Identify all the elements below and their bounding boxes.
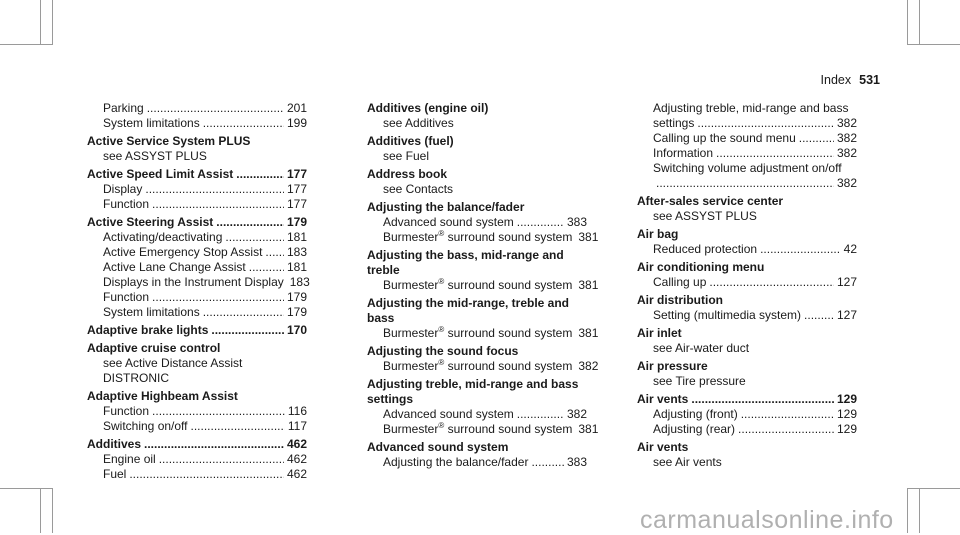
leader-dots <box>691 392 834 407</box>
leader-dots <box>517 215 564 230</box>
index-subentry <box>637 146 857 161</box>
entry-text: Air vents <box>637 392 689 406</box>
registered-mark: ® <box>438 358 445 367</box>
brand-name: Burmester <box>383 326 439 340</box>
entry-text: Adjusting treble, mid-range and bass <box>367 377 579 391</box>
index-subentry <box>637 161 857 176</box>
page-ref: 382 <box>836 176 857 190</box>
entry-text: Setting (multimedia system) <box>653 308 802 322</box>
entry-text: see ASSYST PLUS <box>103 149 207 163</box>
index-subentry <box>87 356 307 386</box>
header-label: Index <box>820 73 852 87</box>
index-entry-heading <box>87 134 307 149</box>
leader-dots <box>144 437 284 452</box>
entry-text: After-sales service center <box>637 194 784 208</box>
entry-text: Adaptive Highbeam Assist <box>87 389 238 403</box>
entry-text: Adjusting (front) <box>653 407 738 421</box>
page-ref: 462 <box>286 437 307 451</box>
index-subentry <box>87 467 307 482</box>
index-entry-heading <box>87 341 307 356</box>
page-ref: 382 <box>836 116 857 130</box>
leader-dots <box>716 146 834 161</box>
index-subentry <box>637 209 857 224</box>
entry-text: bass <box>367 311 395 325</box>
page-ref: 170 <box>286 323 307 337</box>
index-subentry <box>87 404 307 419</box>
entry-text: Adjusting the mid-range, treble and <box>367 296 570 310</box>
index-entry-heading <box>367 248 587 263</box>
index-subentry <box>87 305 307 320</box>
brand-name: Burmester <box>383 278 439 292</box>
leader-dots <box>249 260 284 275</box>
crop-mark <box>907 0 908 45</box>
leader-dots <box>760 242 841 257</box>
entry-text: Active Emergency Stop Assist <box>103 245 263 259</box>
leader-dots <box>203 305 284 320</box>
leader-dots <box>152 404 285 419</box>
crop-mark <box>0 44 53 45</box>
page-ref: 179 <box>286 305 307 319</box>
entry-label: surround sound system <box>447 359 573 373</box>
leader-dots <box>225 230 284 245</box>
entry-text: Adjusting the balance/fader <box>367 200 525 214</box>
entry-text: Switching volume adjustment on/off <box>653 161 842 175</box>
entry-text: Adjusting the bass, mid-range and <box>367 248 564 262</box>
entry-text: Fuel <box>103 467 127 481</box>
index-subentry <box>87 197 307 212</box>
page-ref: 116 <box>287 404 307 418</box>
brand-name: Burmester <box>383 422 439 436</box>
page-ref: 129 <box>836 407 857 421</box>
leader-dots <box>531 455 564 470</box>
index-subentry <box>367 421 599 437</box>
index-entry-heading <box>637 293 857 308</box>
entry-text <box>383 230 572 245</box>
entry-text: Additives (fuel) <box>367 134 454 148</box>
index-subentry <box>87 245 307 260</box>
entry-text: Active Lane Change Assist <box>103 260 246 274</box>
index-subentry <box>87 419 307 434</box>
leader-dots <box>152 197 284 212</box>
index-entry-heading <box>637 260 857 275</box>
entry-text: Adjusting treble, mid-range and bass <box>653 101 849 115</box>
entry-text: Advanced sound system <box>383 215 514 229</box>
page-ref: 382 <box>836 131 857 145</box>
entry-text <box>383 278 572 293</box>
index-subentry <box>87 275 310 290</box>
index-entry-heading <box>367 392 587 407</box>
leader-dots <box>804 308 834 323</box>
registered-mark: ® <box>438 229 445 238</box>
entry-text: System limitations <box>103 305 200 319</box>
entry-label: surround sound system <box>447 278 573 292</box>
page-ref: 382 <box>566 407 587 421</box>
index-entry-heading <box>637 326 857 341</box>
index-entry-heading <box>87 215 307 230</box>
page-ref: 129 <box>836 422 857 436</box>
entry-label: surround sound system <box>447 422 573 436</box>
entry-text: Active Speed Limit Assist <box>87 167 234 181</box>
registered-mark: ® <box>438 325 445 334</box>
index-entry-heading <box>637 440 857 455</box>
index-column-3 <box>637 101 857 470</box>
page-ref: 129 <box>836 392 857 406</box>
crop-mark <box>52 488 53 533</box>
page-ref: 381 <box>578 230 599 244</box>
page-ref: 201 <box>286 101 307 115</box>
entry-text: Air vents <box>637 440 689 454</box>
crop-mark <box>919 488 920 533</box>
entry-text <box>383 359 572 374</box>
entry-text: Address book <box>367 167 448 181</box>
entry-text: see Additives <box>383 116 454 130</box>
index-subentry <box>637 101 857 116</box>
page-ref: 117 <box>287 419 307 433</box>
page-ref: 127 <box>836 308 857 322</box>
brand-name: Burmester <box>383 359 439 373</box>
index-subentry <box>637 308 857 323</box>
page-ref: 177 <box>286 182 307 196</box>
leader-dots <box>517 407 564 422</box>
index-entry-heading <box>367 377 587 392</box>
entry-text: System limitations <box>103 116 200 130</box>
index-entry-heading <box>637 392 857 407</box>
page-ref: 179 <box>286 215 307 229</box>
page-ref: 462 <box>286 467 307 481</box>
leader-dots <box>265 245 284 260</box>
entry-text: Function <box>103 290 150 304</box>
page-ref: 382 <box>836 146 857 160</box>
index-subentry <box>637 242 857 257</box>
index-entry-heading <box>367 167 587 182</box>
page-ref: 383 <box>566 215 587 229</box>
index-subentry <box>367 455 587 470</box>
page-ref: 183 <box>289 275 310 289</box>
page-number: 531 <box>859 73 880 87</box>
watermark: carmanualsonline.info <box>640 506 894 534</box>
entry-text: Calling up <box>653 275 707 289</box>
leader-dots <box>191 419 285 434</box>
registered-mark: ® <box>438 277 445 286</box>
index-subentry <box>637 422 857 437</box>
entry-text: Active Service System PLUS <box>87 134 251 148</box>
leader-dots <box>152 290 284 305</box>
entry-text: Activating/deactivating <box>103 230 223 244</box>
leader-dots <box>211 323 284 338</box>
crop-mark <box>907 488 960 489</box>
leader-dots <box>799 131 834 146</box>
entry-text: Active Steering Assist <box>87 215 214 229</box>
page-ref: 181 <box>286 260 307 274</box>
leader-dots <box>741 407 834 422</box>
index-subentry <box>637 116 857 131</box>
crop-mark <box>40 0 41 45</box>
leader-dots <box>145 182 284 197</box>
entry-text: Adjusting (rear) <box>653 422 736 436</box>
leader-dots <box>656 176 834 191</box>
entry-text: see Air-water duct <box>653 341 750 355</box>
brand-name: Burmester <box>383 230 439 244</box>
page-ref: 177 <box>286 167 307 181</box>
page-ref: 381 <box>578 326 599 340</box>
index-subentry <box>87 101 307 116</box>
index-subentry <box>87 182 307 197</box>
page-ref: 383 <box>566 455 587 469</box>
entry-text: Function <box>103 197 150 211</box>
index-subentry <box>367 358 599 374</box>
entry-text: settings <box>367 392 414 406</box>
index-entry-heading <box>367 311 587 326</box>
entry-text: Air distribution <box>637 293 723 307</box>
registered-mark: ® <box>438 421 445 430</box>
page-ref: 462 <box>286 452 307 466</box>
page-ref: 179 <box>286 290 307 304</box>
index-column-2 <box>367 101 599 470</box>
entry-text: Switching on/off <box>103 419 188 433</box>
crop-mark <box>52 0 53 45</box>
entry-text: Air pressure <box>637 359 708 373</box>
entry-text: Function <box>103 404 150 418</box>
index-entry-heading <box>367 101 587 116</box>
crop-mark <box>40 488 41 533</box>
index-subentry <box>367 229 599 245</box>
index-entry-heading <box>367 344 587 359</box>
entry-text: Display <box>103 182 143 196</box>
index-subentry <box>87 116 307 131</box>
index-subentry <box>367 325 599 341</box>
index-subentry <box>87 260 307 275</box>
entry-text: Displays in the Instrument Display <box>103 275 284 289</box>
page-ref: 127 <box>836 275 857 289</box>
crop-mark <box>0 488 53 489</box>
leader-dots <box>709 275 834 290</box>
index-entry-heading <box>637 227 857 242</box>
entry-text: see ASSYST PLUS <box>653 209 757 223</box>
index-entry-heading <box>367 440 587 455</box>
page-ref: 199 <box>286 116 307 130</box>
entry-text <box>383 422 572 437</box>
page-ref: 42 <box>843 242 857 256</box>
entry-text: see Active Distance Assist DISTRONIC <box>103 356 243 385</box>
leader-dots <box>203 116 284 131</box>
entry-text: Additives <box>87 437 142 451</box>
index-entry-heading <box>367 296 587 311</box>
page-ref: 183 <box>286 245 307 259</box>
index-entry-heading <box>87 167 307 182</box>
entry-text: see Contacts <box>383 182 454 196</box>
crop-mark <box>907 44 960 45</box>
page-ref: 381 <box>578 422 599 436</box>
leader-dots <box>236 167 284 182</box>
entry-text: treble <box>367 263 400 277</box>
index-subentry <box>367 277 599 293</box>
entry-text: see Fuel <box>383 149 430 163</box>
index-subentry <box>637 374 857 389</box>
index-subentry <box>87 230 307 245</box>
leader-dots <box>697 116 834 131</box>
page-ref: 382 <box>578 359 599 373</box>
index-subentry <box>637 275 857 290</box>
entry-text: Reduced protection <box>653 242 758 256</box>
index-subentry <box>637 131 857 146</box>
index-subentry <box>367 215 587 230</box>
entry-text: Adaptive cruise control <box>87 341 221 355</box>
index-subentry <box>637 341 857 356</box>
page-ref: 181 <box>286 230 307 244</box>
entry-text: settings <box>653 116 695 130</box>
entry-label: surround sound system <box>447 230 573 244</box>
index-subentry <box>87 452 307 467</box>
entry-text: see Tire pressure <box>653 374 746 388</box>
index-subentry <box>87 149 307 164</box>
entry-text: Calling up the sound menu <box>653 131 796 145</box>
leader-dots <box>129 467 284 482</box>
index-subentry <box>637 455 857 470</box>
entry-text: Air bag <box>637 227 679 241</box>
index-entry-heading <box>87 389 307 404</box>
leader-dots <box>216 215 284 230</box>
index-subentry <box>87 290 307 305</box>
entry-text <box>383 326 572 341</box>
crop-mark <box>919 0 920 45</box>
index-subentry <box>367 116 587 131</box>
entry-text: Parking <box>103 101 144 115</box>
index-column-1 <box>87 101 310 482</box>
leader-dots <box>159 452 284 467</box>
entry-text: Adjusting the balance/fader <box>383 455 529 469</box>
entry-text: Additives (engine oil) <box>367 101 489 115</box>
leader-dots <box>147 101 284 116</box>
index-subentry <box>637 176 857 191</box>
leader-dots <box>738 422 834 437</box>
index-entry-heading <box>367 134 587 149</box>
index-entry-heading <box>637 194 857 209</box>
page-header <box>821 73 880 87</box>
index-subentry <box>637 407 857 422</box>
entry-text: Information <box>653 146 714 160</box>
index-entry-heading <box>87 437 307 452</box>
page-ref: 177 <box>286 197 307 211</box>
entry-text: see Air vents <box>653 455 722 469</box>
entry-text: Air conditioning menu <box>637 260 765 274</box>
index-entry-heading <box>637 359 857 374</box>
entry-text: Air inlet <box>637 326 682 340</box>
crop-mark <box>907 488 908 533</box>
index-subentry <box>367 182 587 197</box>
index-entry-heading <box>87 323 307 338</box>
index-subentry <box>367 407 587 422</box>
entry-text: Adjusting the sound focus <box>367 344 519 358</box>
index-entry-heading <box>367 263 587 278</box>
page-ref: 381 <box>578 278 599 292</box>
entry-text: Engine oil <box>103 452 156 466</box>
entry-text: Advanced sound system <box>367 440 509 454</box>
index-entry-heading <box>367 200 587 215</box>
entry-text: Advanced sound system <box>383 407 514 421</box>
entry-label: surround sound system <box>447 326 573 340</box>
entry-text: Adaptive brake lights <box>87 323 209 337</box>
index-subentry <box>367 149 587 164</box>
